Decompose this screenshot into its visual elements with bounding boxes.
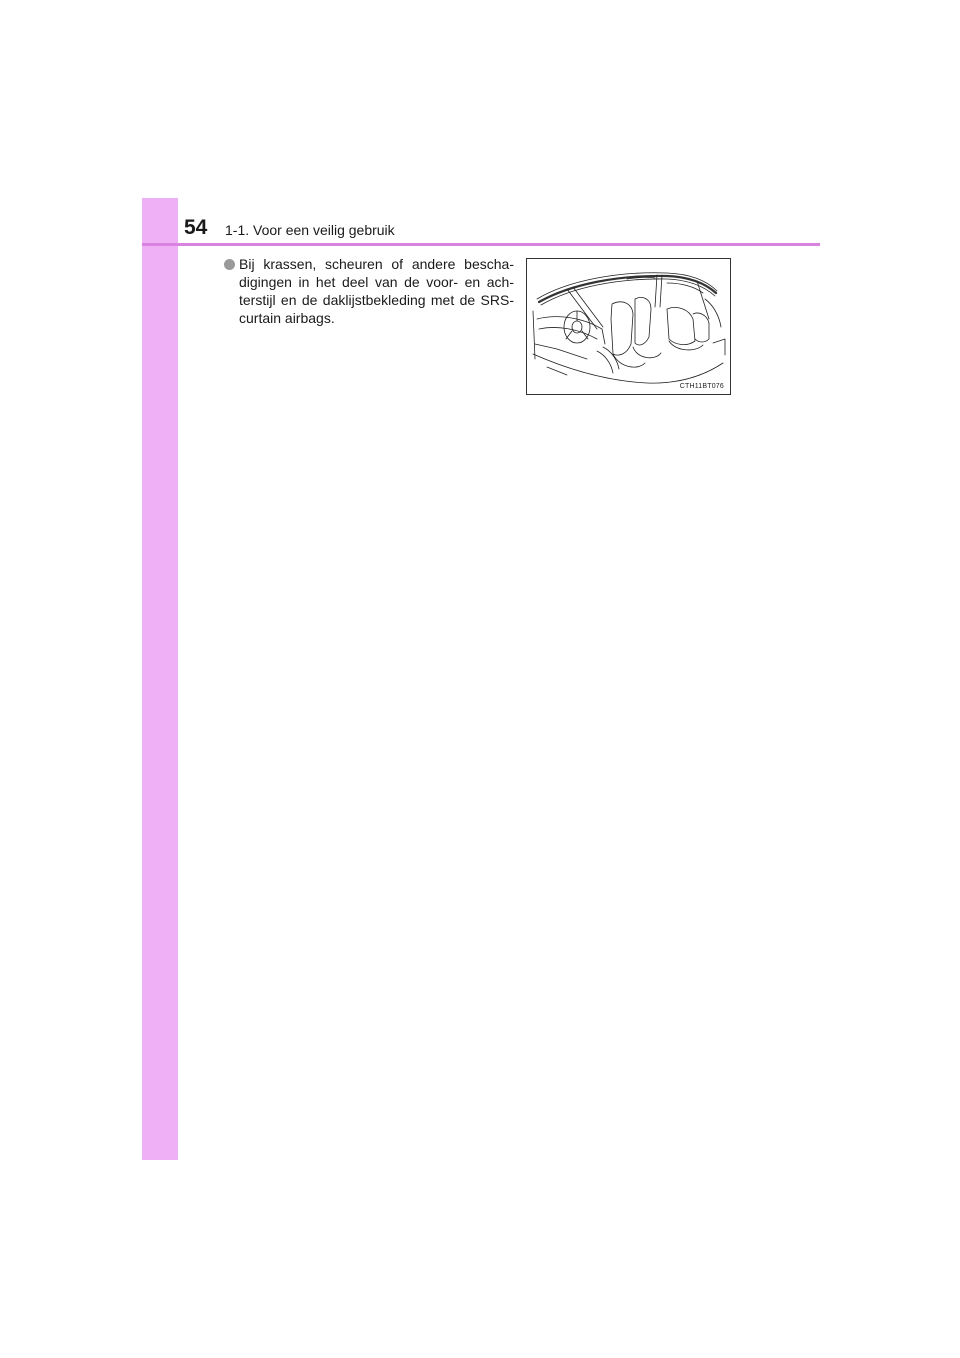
header-rule — [142, 243, 820, 246]
bullet-text: Bij krassen, scheuren of andere bescha-digingen in het deel van de voor- en ach-terstijl en de daklijstbekleding met de SRS-curtain airbags. — [239, 256, 514, 326]
header-color-tab — [142, 198, 178, 244]
page-number: 54 — [184, 216, 208, 239]
bullet-dot-icon — [224, 259, 235, 270]
car-interior-illustration — [526, 258, 731, 395]
section-title: 1-1. Voor een veilig gebruik — [225, 222, 395, 238]
bullet-item — [224, 255, 514, 327]
car-interior-drawing — [527, 259, 731, 395]
figure-code: CTH11BT076 — [679, 383, 724, 390]
side-color-band — [142, 198, 178, 1160]
